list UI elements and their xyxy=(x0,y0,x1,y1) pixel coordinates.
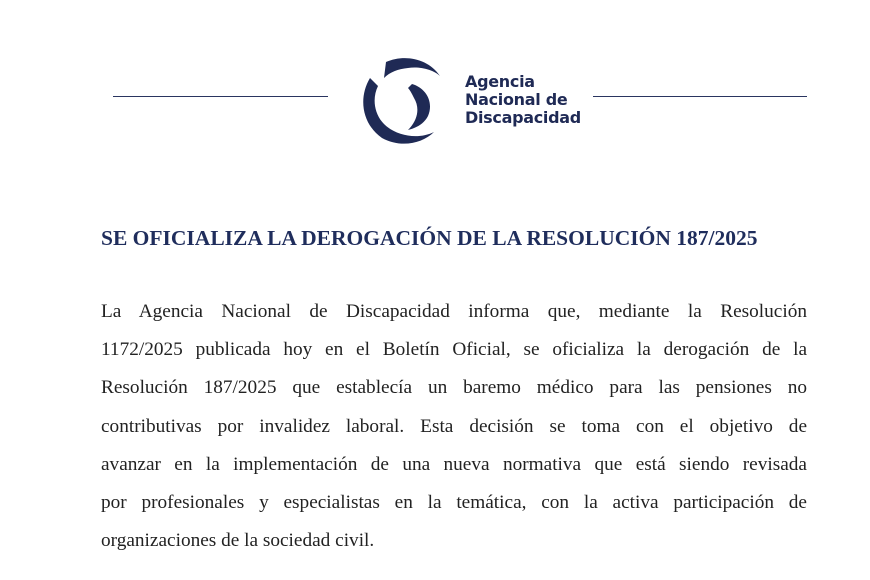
logo-line-2: Nacional de xyxy=(465,90,568,109)
agency-logo-text xyxy=(465,73,581,127)
paragraph-line: Resolución 187/2025 que establecía un baremo médico para las pensiones no xyxy=(101,377,807,399)
body-paragraph xyxy=(101,298,807,565)
paragraph-line: por profesionales y especialistas en la temática, con la activa participación de xyxy=(101,491,807,513)
paragraph-line: organizaciones de la sociedad civil. xyxy=(101,530,375,552)
document-title: SE OFICIALIZA LA DEROGACIÓN DE LA RESOLUCIÓN 187/2025 xyxy=(101,226,758,250)
paragraph-line: avanzar en la implementación de una nueva normativa que está siendo revisada xyxy=(101,453,807,475)
paragraph-line: La Agencia Nacional de Discapacidad informa que, mediante la Resolución xyxy=(101,301,807,322)
logo-line-3: Discapacidad xyxy=(465,108,581,127)
logo-line-1: Agencia xyxy=(465,72,535,91)
agency-logo-icon xyxy=(356,54,448,146)
header-divider-right xyxy=(593,96,807,97)
paragraph-line: contributivas por invalidez laboral. Esta decisión se toma con el objetivo de xyxy=(101,415,807,437)
header-divider-left xyxy=(113,96,328,97)
paragraph-line: 1172/2025 publicada hoy en el Boletín Oficial, se oficializa la derogación de la xyxy=(101,339,807,361)
